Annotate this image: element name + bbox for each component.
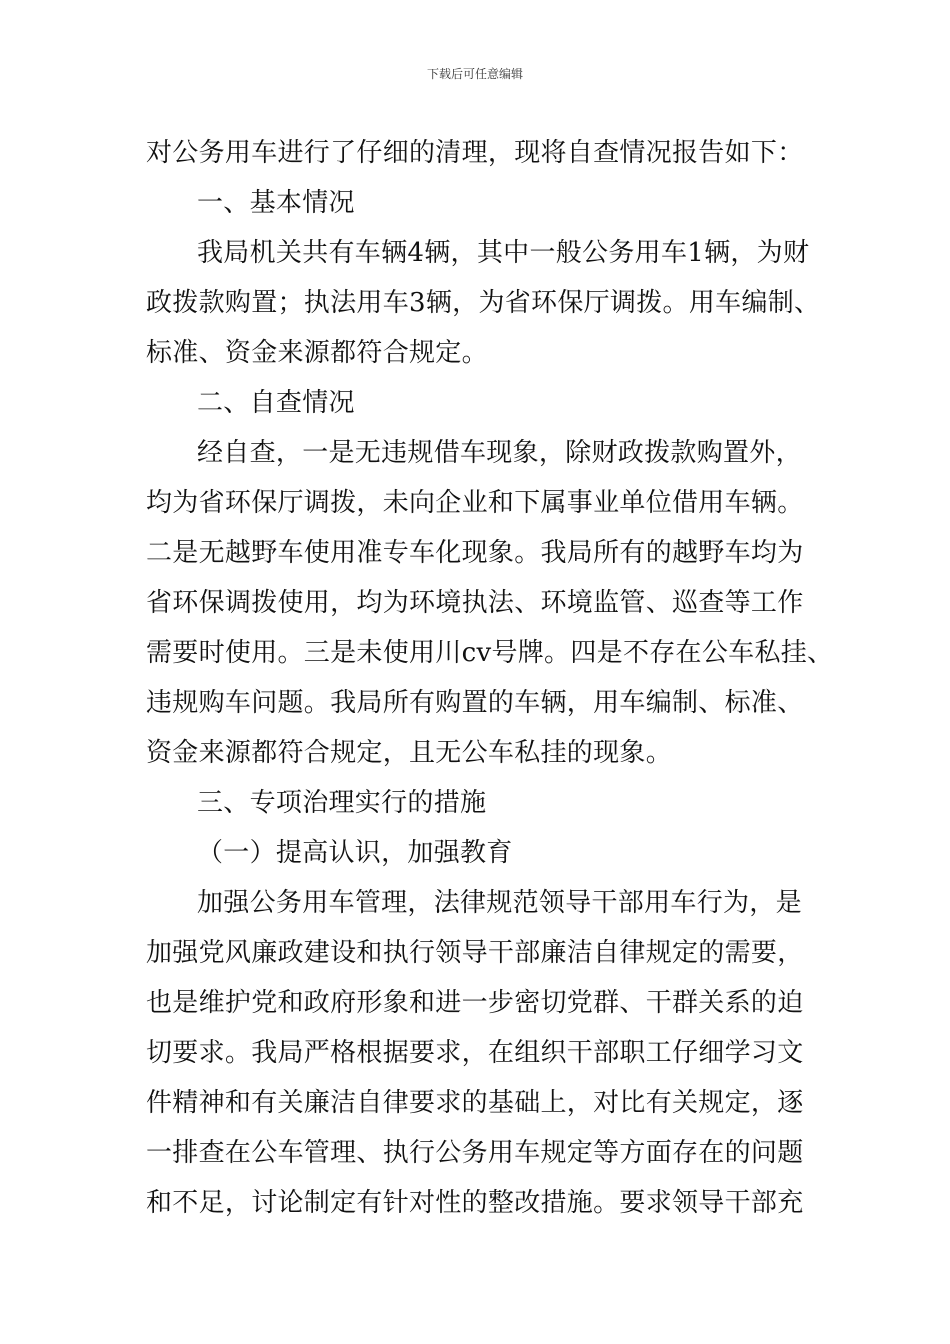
section-heading: 三、专项治理实行的措施 xyxy=(197,788,487,818)
body-line: 二是无越野车使用准专车化现象。我局所有的越野车均为 xyxy=(146,538,804,568)
body-line: 标准、资金来源都符合规定。 xyxy=(146,338,488,368)
body-line: 需要时使用。三是未使用川cv号牌。四是不存在公车私挂、 xyxy=(146,638,834,668)
body-line: 对公务用车进行了仔细的清理，现将自查情况报告如下： xyxy=(146,138,804,168)
body-line: 件精神和有关廉洁自律要求的基础上，对比有关规定，逐 xyxy=(146,1088,804,1118)
body-line: 省环保调拨使用，均为环境执法、环境监管、巡查等工作 xyxy=(146,588,804,618)
body-line: 加强公务用车管理，法律规范领导干部用车行为，是 xyxy=(197,888,802,918)
body-line: 和不足，讨论制定有针对性的整改措施。要求领导干部充 xyxy=(146,1188,804,1218)
section-heading: 二、自查情况 xyxy=(197,388,355,418)
body-line: 我局机关共有车辆4辆，其中一般公务用车1辆，为财 xyxy=(197,238,810,268)
body-line: 资金来源都符合规定，且无公车私挂的现象。 xyxy=(146,738,673,768)
page-header-note: 下载后可任意编辑 xyxy=(426,67,523,81)
section-heading: 一、基本情况 xyxy=(197,188,355,218)
body-line: 政拨款购置；执法用车3辆，为省环保厅调拨。用车编制、 xyxy=(146,288,821,318)
body-line: 一排查在公车管理、执行公务用车规定等方面存在的问题 xyxy=(146,1138,804,1168)
subsection-heading: （一）提高认识，加强教育 xyxy=(197,838,513,868)
body-line: 违规购车问题。我局所有购置的车辆，用车编制、标准、 xyxy=(146,688,804,718)
body-line: 也是维护党和政府形象和进一步密切党群、干群关系的迫 xyxy=(146,988,804,1018)
body-line: 加强党风廉政建设和执行领导干部廉洁自律规定的需要， xyxy=(146,938,804,968)
body-line: 均为省环保厅调拨，未向企业和下属事业单位借用车辆。 xyxy=(146,488,804,518)
body-line: 经自查，一是无违规借车现象，除财政拨款购置外， xyxy=(197,438,802,468)
body-line: 切要求。我局严格根据要求，在组织干部职工仔细学习文 xyxy=(146,1038,804,1068)
